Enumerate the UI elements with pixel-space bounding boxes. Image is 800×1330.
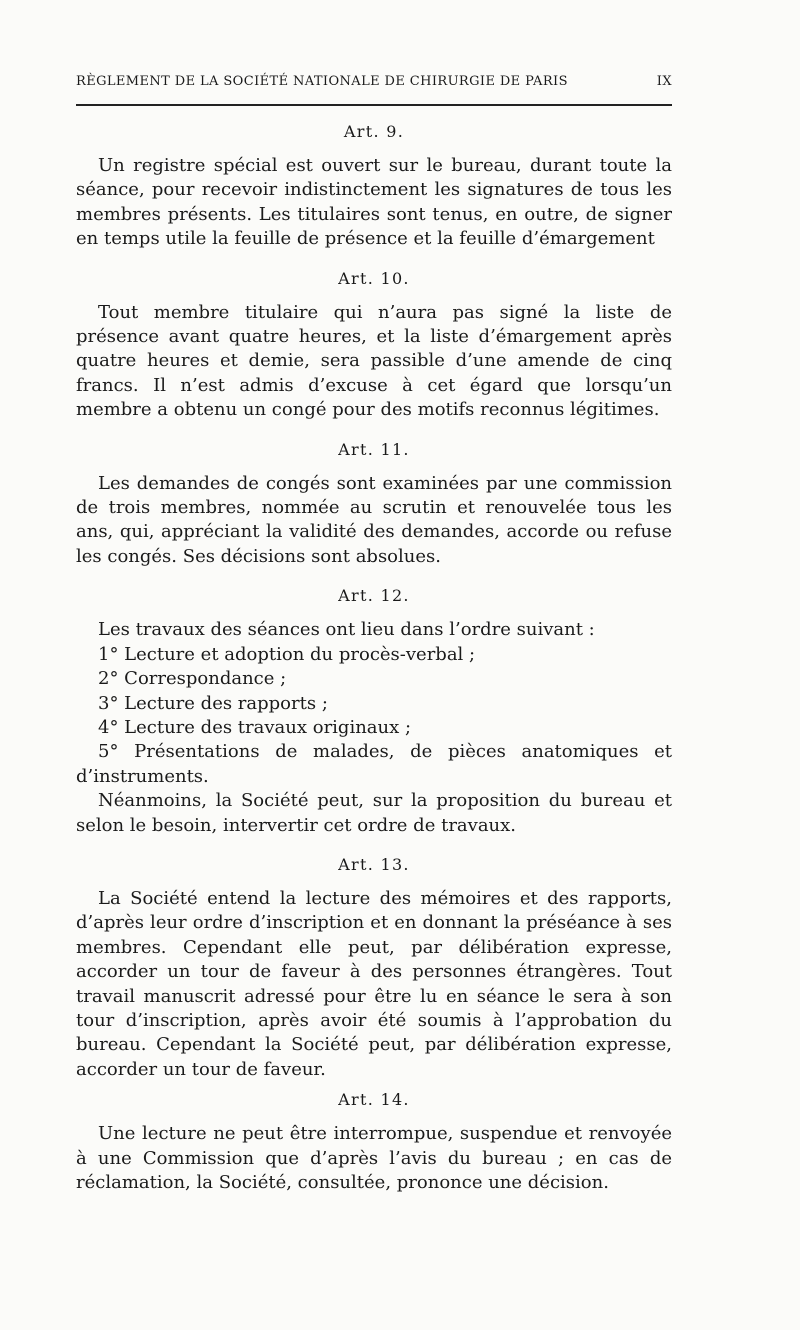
article-9	[76, 120, 672, 252]
running-head	[76, 74, 672, 89]
article-paragraph: Les demandes de congés sont examinées par une commission de trois membres, nommée au scrutin et renouvelée tous les ans, qui, appréciant la validité des demandes, accorde ou refuse les congés. Ses décisions sont absolues.	[76, 472, 672, 567]
running-title: RÈGLEMENT DE LA SOCIÉTÉ NATIONALE DE CHIRURGIE DE PARIS	[76, 74, 568, 89]
article-heading: Art. 12.	[338, 586, 410, 606]
article-11	[76, 438, 672, 570]
article-paragraph: Néanmoins, la Société peut, sur la proposition du bureau et selon le besoin, intervertir cet ordre de travaux.	[76, 790, 672, 836]
article-heading: Art. 11.	[338, 439, 410, 459]
article-heading: Art. 13.	[338, 854, 410, 874]
article-intro: Les travaux des séances ont lieu dans l’ordre suivant :	[98, 619, 595, 641]
article-heading: Art. 10.	[338, 268, 410, 288]
article-10	[76, 267, 672, 423]
article-paragraph: Un registre spécial est ouvert sur le bureau, durant toute la séance, pour recevoir indistinctement les signatures de tous les membres présents. Les titulaires sont tenus, en outre, de signer en temps utile la feuille de présence et la feuille d’émargement	[76, 155, 672, 250]
list-item: 5° Présentations de malades, de pièces anatomiques et d’instruments.	[76, 741, 672, 787]
article-paragraph: La Société entend la lecture des mémoires et des rapports, d’après leur ordre d’inscription et en donnant la préséance à ses membres. Cependant elle peut, par délibération expresse, accorder un tour de faveur à des personnes étrangères. Tout travail manuscrit adressé pour être lu en séance le sera à son tour d’inscription, après avoir été soumis à l’approbation du bureau. Cependant la Société peut, par délibération expresse, accorder un tour de faveur.	[76, 887, 672, 1080]
article-heading: Art. 14.	[338, 1090, 410, 1110]
article-paragraph: Tout membre titulaire qui n’aura pas signé la liste de présence avant quatre heures, et la liste d’émargement après quatre heures et demie, sera passible d’une amende de cinq francs. Il n’est admis d’excuse à cet égard que lorsqu’un membre a obtenu un congé pour des motifs reconnus légitimes.	[76, 301, 672, 421]
list-item: 3° Lecture des rapports ;	[98, 692, 328, 714]
article-13	[76, 853, 672, 1082]
page-number: IX	[656, 74, 672, 89]
article-14	[76, 1088, 672, 1195]
list-item: 1° Lecture et adoption du procès-verbal ;	[98, 643, 476, 665]
list-item: 2° Correspondance ;	[98, 668, 287, 690]
article-12	[76, 584, 672, 838]
page-body	[76, 120, 672, 1195]
article-heading: Art. 9.	[343, 122, 405, 141]
header-rule	[76, 104, 672, 106]
article-paragraph: Une lecture ne peut être interrompue, suspendue et renvoyée à une Commission que d’après l’avis du bureau ; en cas de réclamation, la Société, consultée, prononce une décision.	[76, 1123, 672, 1193]
list-item: 4° Lecture des travaux originaux ;	[98, 716, 412, 738]
